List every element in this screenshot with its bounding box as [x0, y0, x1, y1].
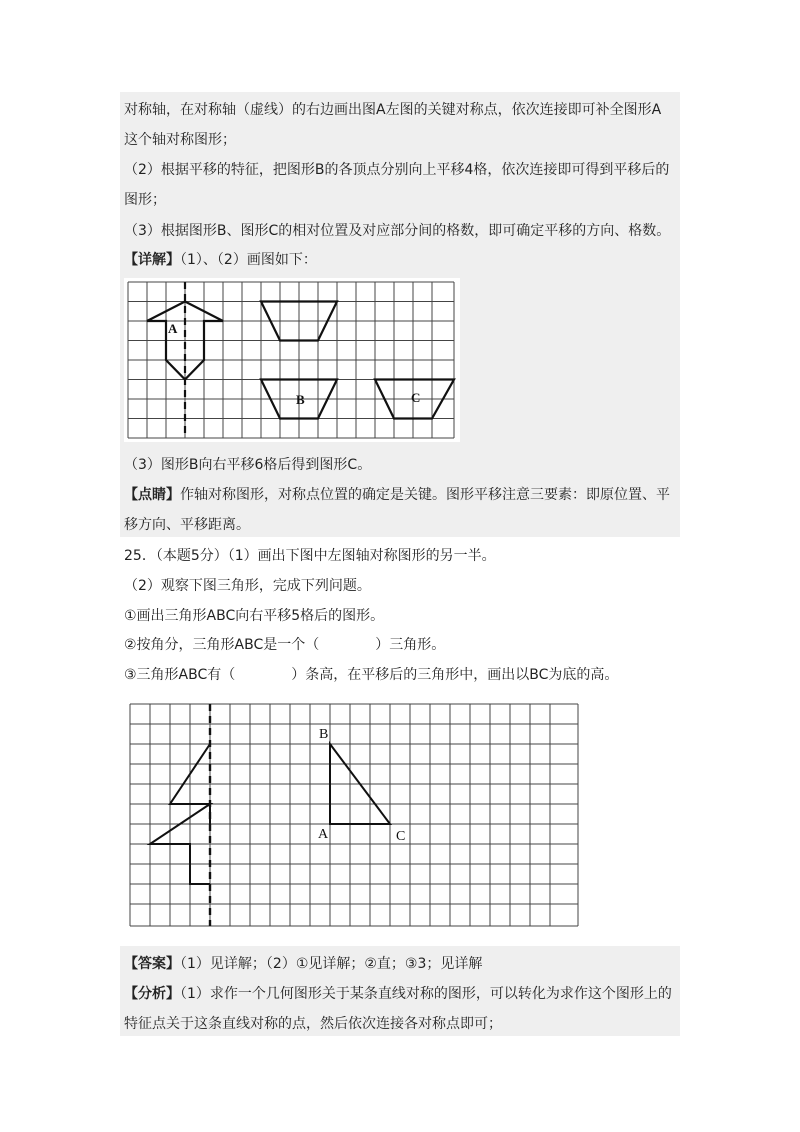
analysis-line-5: （3）根据图形B、图形C的相对位置及对应部分间的格数，即可确定平移的方向、格数。 — [124, 223, 671, 239]
analysis-line-3: （2）根据平移的特征，把图形B的各顶点分别向上平移4格，依次连接即可得到平移后的 — [124, 162, 670, 178]
shape-c-label: C — [411, 390, 421, 405]
question-25-part-2: （2）观察下图三角形，完成下列问题。 — [124, 578, 371, 594]
detail-line — [124, 250, 317, 270]
analysis-text: （1）求作一个几何图形关于某条直线对称的图形，可以转化为求作这个图形上的 — [180, 986, 672, 1002]
vertex-b-label: B — [319, 727, 329, 742]
question-25-item-3: ③三角形ABC有（ ）条高，在平移后的三角形中，画出以BC为底的高。 — [124, 667, 619, 683]
answer-text: （1）见详解；（2）①见详解；②直；③3；见详解 — [180, 956, 483, 972]
dianjing-text: 作轴对称图形，对称点位置的确定是关键。图形平移注意三要素：即原位置、平 — [180, 487, 670, 503]
vertex-a-label: A — [318, 827, 329, 842]
detail-line-3: （3）图形B向右平移6格后得到图形C。 — [124, 457, 372, 473]
question-25-figure-grid — [126, 700, 586, 936]
analysis-line — [124, 984, 672, 1004]
analysis-line-4: 图形； — [124, 192, 166, 208]
answer-line — [124, 954, 482, 974]
detail-figure-grid — [124, 278, 460, 442]
question-25-item-1: ①画出三角形ABC向右平移5格后的图形。 — [124, 608, 385, 624]
analysis-line-2: 这个轴对称图形； — [124, 132, 236, 148]
answer-bracket: 【答案】 — [124, 956, 180, 972]
detail-text: （1）、（2）画图如下： — [180, 252, 317, 268]
vertex-c-label: C — [396, 829, 406, 844]
question-25-item-2: ②按角分，三角形ABC是一个（ ）三角形。 — [124, 637, 446, 653]
analysis-bracket: 【分析】 — [124, 986, 180, 1002]
shape-a-label: A — [168, 321, 178, 336]
shape-b-label: B — [296, 392, 305, 407]
dianjing-bracket: 【点睛】 — [124, 487, 180, 503]
detail-bracket: 【详解】 — [124, 252, 180, 268]
dianjing-line-2: 移方向、平移距离。 — [124, 517, 250, 533]
dianjing-line-1 — [124, 485, 670, 505]
question-25-title: 25．（本题5分）（1）画出下图中左图轴对称图形的另一半。 — [124, 548, 496, 564]
analysis-line-cont: 特征点关于这条直线对称的点，然后依次连接各对称点即可； — [124, 1016, 502, 1032]
analysis-line-1: 对称轴，在对称轴（虚线）的右边画出图A左图的关键对称点，依次连接即可补全图形A — [124, 102, 662, 118]
